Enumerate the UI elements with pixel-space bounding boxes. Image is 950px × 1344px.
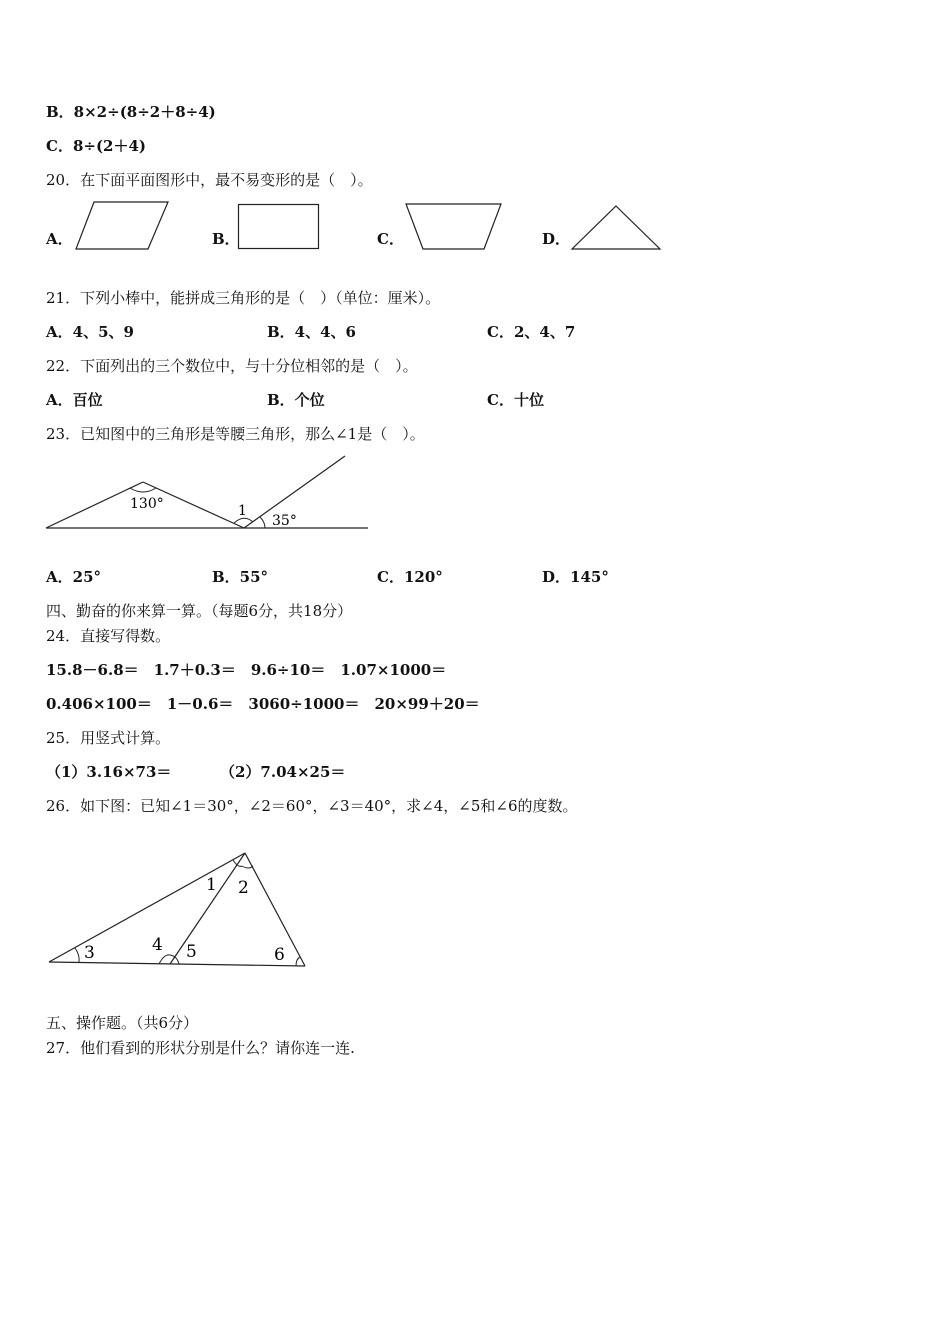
q24-row-1: 15.8－6.8＝ 1.7＋0.3＝ 9.6÷10＝ 1.07×1000＝ [46, 661, 447, 679]
q23-stem: 23．已知图中的三角形是等腰三角形，那么∠1是（ ）。 [46, 425, 425, 443]
isosceles-triangle-figure [44, 452, 374, 534]
q20-label-d: D． [542, 230, 571, 248]
angle-35-label: 35° [272, 513, 297, 529]
q24-row-2: 0.406×100＝ 1－0.6＝ 3060÷1000＝ 20×99＋20＝ [46, 695, 480, 713]
q24-stem: 24．直接写得数。 [46, 627, 171, 645]
trapezoid-shape [405, 203, 503, 251]
q21-option-c: C．2、4、7 [487, 323, 576, 341]
q23-option-c: C．120° [377, 568, 443, 586]
q19-option-b: B．8×2÷(8÷2＋8÷4) [46, 103, 216, 121]
q19-option-c: C．8÷(2＋4) [46, 137, 147, 155]
q20-stem: 20．在下面平面图形中，最不易变形的是（ ）。 [46, 171, 373, 189]
q22-option-a: A．百位 [46, 391, 103, 409]
q23-option-a: A．25° [46, 568, 102, 586]
q20-label-a: A． [46, 230, 73, 248]
q23-option-d: D．145° [542, 568, 609, 586]
angles-triangle-figure [44, 848, 314, 972]
q23-option-b: B．55° [212, 568, 269, 586]
q20-label-c: C． [377, 230, 404, 248]
q26-stem: 26．如下图：已知∠1＝30°，∠2＝60°，∠3＝40°，求∠4，∠5和∠6的度数。 [46, 797, 578, 815]
q25-stem: 25．用竖式计算。 [46, 729, 171, 747]
angle-1-label: 1 [206, 875, 217, 895]
q22-option-c: C．十位 [487, 391, 544, 409]
q27-stem: 27．他们看到的形状分别是什么？请你连一连. [46, 1039, 355, 1057]
q22-option-b: B．个位 [267, 391, 325, 409]
angle-4-label: 4 [152, 935, 163, 955]
angle-6-label: 6 [274, 945, 285, 965]
section-4-title: 四、勤奋的你来算一算。（每题6分，共18分） [46, 602, 353, 620]
angle-1-label: 1 [238, 503, 247, 519]
q22-stem: 22．下面列出的三个数位中，与十分位相邻的是（ ）。 [46, 357, 418, 375]
apex-angle-label: 130° [130, 496, 164, 512]
angle-2-label: 2 [238, 878, 249, 898]
triangle-shape [571, 205, 663, 251]
parallelogram-shape [74, 200, 170, 252]
rectangle-shape [237, 203, 321, 251]
q21-stem: 21．下列小棒中，能拼成三角形的是（ ）（单位：厘米）。 [46, 289, 441, 307]
q20-label-b: B． [212, 230, 240, 248]
section-5-title: 五、操作题。（共6分） [46, 1014, 199, 1032]
q21-option-b: B．4、4、6 [267, 323, 356, 341]
angle-3-label: 3 [84, 943, 95, 963]
angle-5-label: 5 [186, 942, 197, 962]
q21-option-a: A．4、5、9 [46, 323, 134, 341]
q25-item-1: （1）3.16×73＝ [46, 763, 172, 781]
q25-item-2: （2）7.04×25＝ [220, 763, 346, 781]
